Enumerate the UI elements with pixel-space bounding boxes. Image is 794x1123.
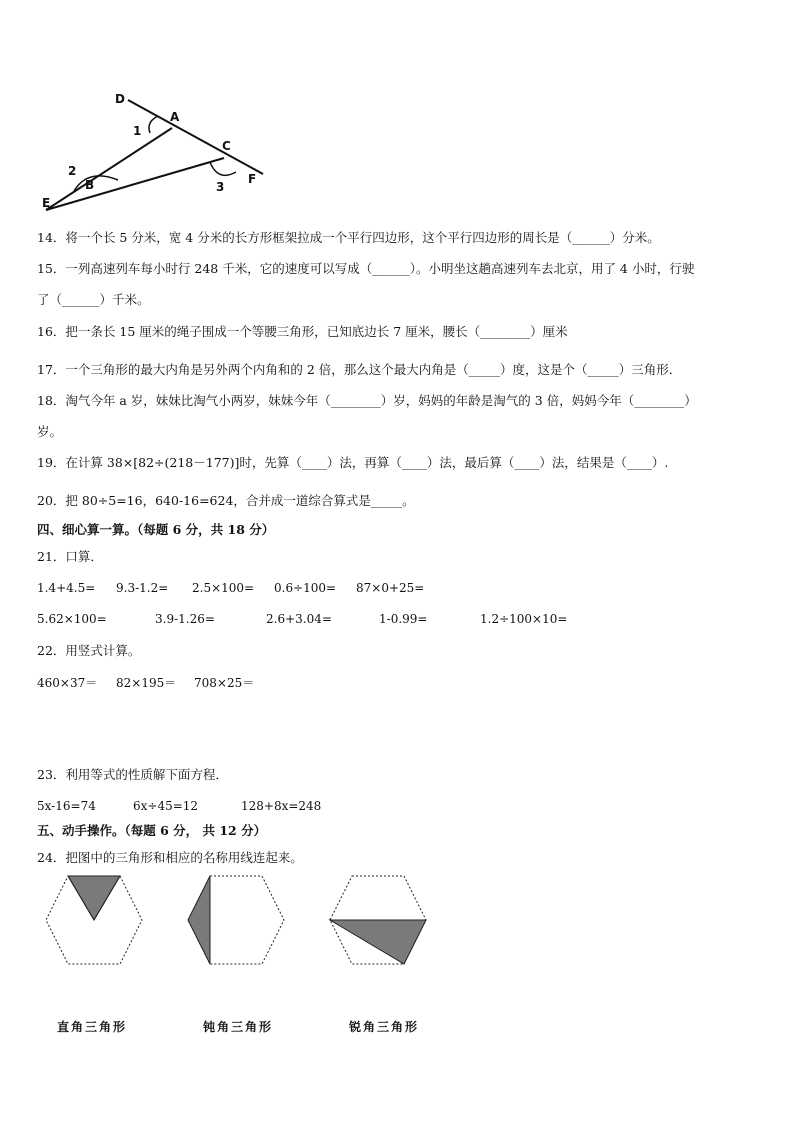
q21-item: 2.6+3.04=	[266, 612, 332, 626]
question-15-line2: 了（______）千米。	[37, 292, 150, 307]
section-4-heading: 四、细心算一算。（每题 6 分，共 18 分）	[37, 522, 275, 537]
q21-item: 1-0.99=	[379, 612, 428, 626]
question-14: 14．将一个长 5 分米，宽 4 分米的长方形框架拉成一个平行四边形，这个平行四边形的周长是（______）分米。	[37, 230, 660, 245]
label-B: B	[85, 178, 95, 192]
label-D: D	[115, 92, 125, 106]
question-24: 24．把图中的三角形和相应的名称用线连起来。	[37, 850, 303, 865]
section-5-heading: 五、动手操作。（每题 6 分， 共 12 分）	[37, 823, 267, 838]
label-F: F	[248, 172, 257, 186]
triangle-name-obtuse: 钝角三角形	[203, 1020, 274, 1034]
question-16: 16．把一条长 15 厘米的绳子围成一个等腰三角形，已知底边长 7 厘米，腰长（________）厘米	[37, 324, 568, 339]
triangle-name-acute: 锐角三角形	[349, 1020, 420, 1034]
hexagon-right-triangle	[186, 874, 286, 966]
q22-item: 460×37＝	[37, 676, 98, 690]
question-15-line1: 15．一列高速列车每小时行 248 千米，它的速度可以写成（______）。小明坐这趟高速列车去北京，用了 4 小时，行驶	[37, 261, 695, 276]
hexagon-obtuse-triangle	[328, 874, 428, 966]
question-19: 19．在计算 38×[82÷(218－177)]时，先算（____）法，再算（____）法，最后算（____）法，结果是（____）.	[37, 455, 669, 470]
q21-item: 0.6÷100=	[274, 581, 337, 595]
label-2: 2	[68, 164, 77, 178]
triangle-name-right: 直角三角形	[57, 1020, 128, 1034]
label-1: 1	[133, 124, 142, 138]
angle-diagram	[38, 88, 278, 218]
question-22: 22．用竖式计算。	[37, 643, 141, 658]
label-C: C	[222, 139, 231, 153]
label-A: A	[170, 110, 180, 124]
q21-item: 1.4+4.5=	[37, 581, 96, 595]
question-18-line1: 18．淘气今年 a 岁，妹妹比淘气小两岁，妹妹今年（________）岁，妈妈的年龄是淘气的 3 倍，妈妈今年（________）	[37, 393, 697, 408]
question-20: 20．把 80÷5=16，640-16=624，合并成一道综合算式是_____。	[37, 493, 415, 508]
label-E: E	[42, 196, 51, 210]
q23-item: 5x-16=74	[37, 799, 96, 813]
q21-item: 3.9-1.26=	[155, 612, 215, 626]
q22-item: 708×25＝	[194, 676, 255, 690]
q22-item: 82×195＝	[116, 676, 177, 690]
label-3: 3	[216, 180, 225, 194]
q23-item: 6x÷45=12	[133, 799, 199, 813]
hexagon-acute-triangle	[44, 874, 144, 966]
question-17: 17．一个三角形的最大内角是另外两个内角和的 2 倍，那么这个最大内角是（_____）度，这是个（_____）三角形．	[37, 362, 682, 377]
q21-item: 5.62×100=	[37, 612, 107, 626]
q21-item: 87×0+25=	[356, 581, 425, 595]
q21-item: 1.2÷100×10=	[480, 612, 568, 626]
q23-item: 128+8x=248	[241, 799, 322, 813]
question-21: 21．口算．	[37, 549, 103, 564]
question-23: 23．利用等式的性质解下面方程．	[37, 767, 228, 782]
q21-item: 2.5×100=	[192, 581, 255, 595]
question-18-line2: 岁。	[37, 424, 63, 439]
q21-item: 9.3-1.2=	[116, 581, 169, 595]
